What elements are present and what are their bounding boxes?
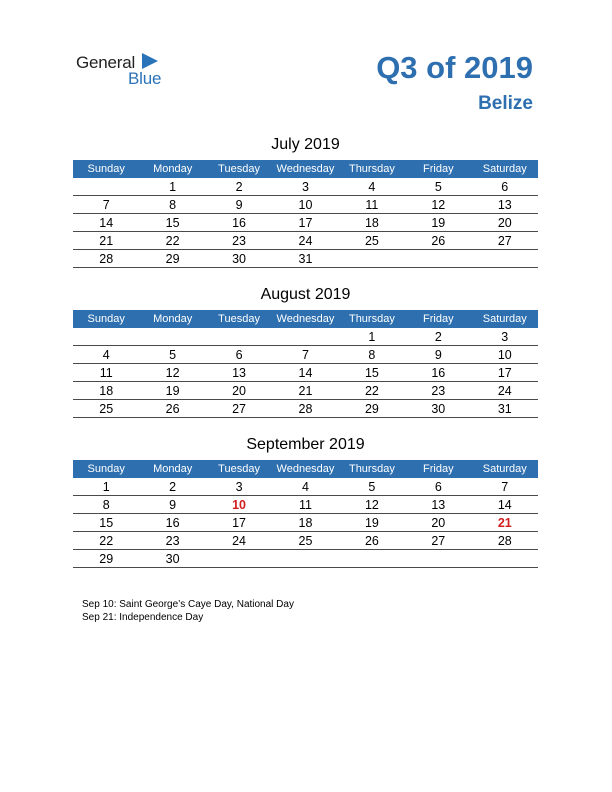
day-cell: 23 xyxy=(405,382,471,400)
week-row xyxy=(73,400,538,418)
day-cell: 1 xyxy=(339,328,405,346)
day-cell: 25 xyxy=(339,232,405,250)
week-row xyxy=(73,550,538,568)
day-cell: 15 xyxy=(139,214,205,232)
day-cell: 5 xyxy=(405,178,471,196)
day-cell xyxy=(472,250,538,268)
day-cell xyxy=(139,328,205,346)
day-cell: 11 xyxy=(272,496,338,514)
day-cell: 10 xyxy=(272,196,338,214)
weekday-header: Tuesday xyxy=(206,160,272,178)
page-title: Q3 of 2019 xyxy=(376,50,533,85)
day-cell: 19 xyxy=(339,514,405,532)
day-cell: 1 xyxy=(139,178,205,196)
day-cell: 22 xyxy=(139,232,205,250)
weekday-header: Friday xyxy=(405,160,471,178)
day-cell: 3 xyxy=(472,328,538,346)
day-cell: 17 xyxy=(472,364,538,382)
day-cell: 20 xyxy=(472,214,538,232)
day-cell: 12 xyxy=(339,496,405,514)
day-cell: 14 xyxy=(73,214,139,232)
day-cell: 30 xyxy=(206,250,272,268)
day-cell: 29 xyxy=(339,400,405,418)
day-cell: 4 xyxy=(272,478,338,496)
day-cell: 16 xyxy=(405,364,471,382)
weekday-header: Sunday xyxy=(73,160,139,178)
day-cell: 7 xyxy=(73,196,139,214)
day-cell: 11 xyxy=(73,364,139,382)
weekday-header: Sunday xyxy=(73,310,139,328)
calendar-table xyxy=(73,160,538,268)
day-cell: 4 xyxy=(73,346,139,364)
weekday-header: Thursday xyxy=(339,310,405,328)
day-cell: 13 xyxy=(405,496,471,514)
weekday-header: Wednesday xyxy=(272,160,338,178)
day-cell: 21 xyxy=(272,382,338,400)
week-row xyxy=(73,328,538,346)
day-cell xyxy=(206,550,272,568)
weekday-header: Monday xyxy=(139,160,205,178)
day-cell: 24 xyxy=(272,232,338,250)
day-cell: 11 xyxy=(339,196,405,214)
week-row xyxy=(73,514,538,532)
logo-triangle-icon xyxy=(142,53,158,69)
day-cell: 18 xyxy=(272,514,338,532)
day-cell: 9 xyxy=(405,346,471,364)
weekday-header: Saturday xyxy=(472,310,538,328)
week-row xyxy=(73,364,538,382)
day-cell: 28 xyxy=(73,250,139,268)
weekday-header: Thursday xyxy=(339,460,405,478)
day-cell: 9 xyxy=(206,196,272,214)
day-cell: 2 xyxy=(139,478,205,496)
weekday-header: Tuesday xyxy=(206,460,272,478)
month-august xyxy=(73,288,538,418)
month-title: August 2019 xyxy=(260,286,351,303)
day-cell: 22 xyxy=(73,532,139,550)
day-cell: 12 xyxy=(405,196,471,214)
day-cell: 23 xyxy=(206,232,272,250)
logo-general-text: General xyxy=(76,53,136,72)
day-cell: 24 xyxy=(206,532,272,550)
logo-blue-text: Blue xyxy=(128,69,162,88)
day-cell: 30 xyxy=(405,400,471,418)
day-cell: 5 xyxy=(139,346,205,364)
week-row xyxy=(73,178,538,196)
day-cell: 2 xyxy=(405,328,471,346)
day-cell: 16 xyxy=(139,514,205,532)
day-cell xyxy=(272,328,338,346)
calendar-table xyxy=(73,460,538,568)
day-cell: 18 xyxy=(73,382,139,400)
day-cell: 21 xyxy=(472,514,538,532)
day-cell xyxy=(405,250,471,268)
day-cell: 25 xyxy=(73,400,139,418)
day-cell: 6 xyxy=(472,178,538,196)
day-cell: 6 xyxy=(206,346,272,364)
day-cell: 29 xyxy=(73,550,139,568)
day-cell: 19 xyxy=(405,214,471,232)
day-cell: 24 xyxy=(472,382,538,400)
day-cell: 31 xyxy=(472,400,538,418)
week-row xyxy=(73,532,538,550)
day-cell: 23 xyxy=(139,532,205,550)
day-cell: 3 xyxy=(272,178,338,196)
day-cell: 26 xyxy=(339,532,405,550)
weekday-header: Thursday xyxy=(339,160,405,178)
day-cell: 4 xyxy=(339,178,405,196)
day-cell xyxy=(405,550,471,568)
day-cell: 15 xyxy=(339,364,405,382)
week-row xyxy=(73,496,538,514)
month-july xyxy=(73,138,538,268)
weekday-header: Wednesday xyxy=(272,460,338,478)
day-cell: 10 xyxy=(472,346,538,364)
day-cell xyxy=(472,550,538,568)
day-cell: 10 xyxy=(206,496,272,514)
week-row xyxy=(73,232,538,250)
day-cell: 5 xyxy=(339,478,405,496)
week-row xyxy=(73,346,538,364)
weekday-header: Saturday xyxy=(472,160,538,178)
weekday-header: Tuesday xyxy=(206,310,272,328)
holiday-note: Sep 10: Saint George’s Caye Day, National Day xyxy=(82,599,294,610)
day-cell: 8 xyxy=(73,496,139,514)
day-cell xyxy=(339,550,405,568)
weekday-header: Saturday xyxy=(472,460,538,478)
weekday-header: Sunday xyxy=(73,460,139,478)
day-cell xyxy=(73,328,139,346)
day-cell: 27 xyxy=(472,232,538,250)
day-cell xyxy=(73,178,139,196)
day-cell: 1 xyxy=(73,478,139,496)
weekday-header: Friday xyxy=(405,460,471,478)
day-cell: 14 xyxy=(272,364,338,382)
day-cell: 19 xyxy=(139,382,205,400)
weekday-header: Monday xyxy=(139,460,205,478)
day-cell: 22 xyxy=(339,382,405,400)
day-cell: 20 xyxy=(405,514,471,532)
day-cell: 3 xyxy=(206,478,272,496)
day-cell: 28 xyxy=(272,400,338,418)
day-cell: 26 xyxy=(139,400,205,418)
day-cell: 18 xyxy=(339,214,405,232)
day-cell: 30 xyxy=(139,550,205,568)
day-cell: 27 xyxy=(405,532,471,550)
day-cell: 29 xyxy=(139,250,205,268)
day-cell: 26 xyxy=(405,232,471,250)
day-cell xyxy=(339,250,405,268)
week-row xyxy=(73,382,538,400)
day-cell xyxy=(206,328,272,346)
day-cell: 7 xyxy=(272,346,338,364)
day-cell: 31 xyxy=(272,250,338,268)
day-cell: 21 xyxy=(73,232,139,250)
day-cell: 13 xyxy=(472,196,538,214)
holiday-note: Sep 21: Independence Day xyxy=(82,612,204,623)
day-cell: 20 xyxy=(206,382,272,400)
day-cell: 17 xyxy=(272,214,338,232)
day-cell: 15 xyxy=(73,514,139,532)
day-cell: 6 xyxy=(405,478,471,496)
week-row xyxy=(73,214,538,232)
day-cell: 9 xyxy=(139,496,205,514)
day-cell: 8 xyxy=(339,346,405,364)
month-title: July 2019 xyxy=(271,136,340,153)
logo xyxy=(76,52,176,88)
day-cell: 17 xyxy=(206,514,272,532)
month-title: September 2019 xyxy=(246,436,365,453)
day-cell: 28 xyxy=(472,532,538,550)
week-row xyxy=(73,196,538,214)
day-cell: 25 xyxy=(272,532,338,550)
country-name: Belize xyxy=(478,93,533,114)
day-cell: 27 xyxy=(206,400,272,418)
day-cell: 16 xyxy=(206,214,272,232)
day-cell xyxy=(272,550,338,568)
week-row xyxy=(73,250,538,268)
calendar-table xyxy=(73,310,538,418)
month-september xyxy=(73,438,538,568)
weekday-header: Monday xyxy=(139,310,205,328)
day-cell: 7 xyxy=(472,478,538,496)
weekday-header: Wednesday xyxy=(272,310,338,328)
day-cell: 2 xyxy=(206,178,272,196)
day-cell: 8 xyxy=(139,196,205,214)
day-cell: 13 xyxy=(206,364,272,382)
day-cell: 12 xyxy=(139,364,205,382)
weekday-header: Friday xyxy=(405,310,471,328)
day-cell: 14 xyxy=(472,496,538,514)
week-row xyxy=(73,478,538,496)
holiday-notes xyxy=(82,598,294,624)
